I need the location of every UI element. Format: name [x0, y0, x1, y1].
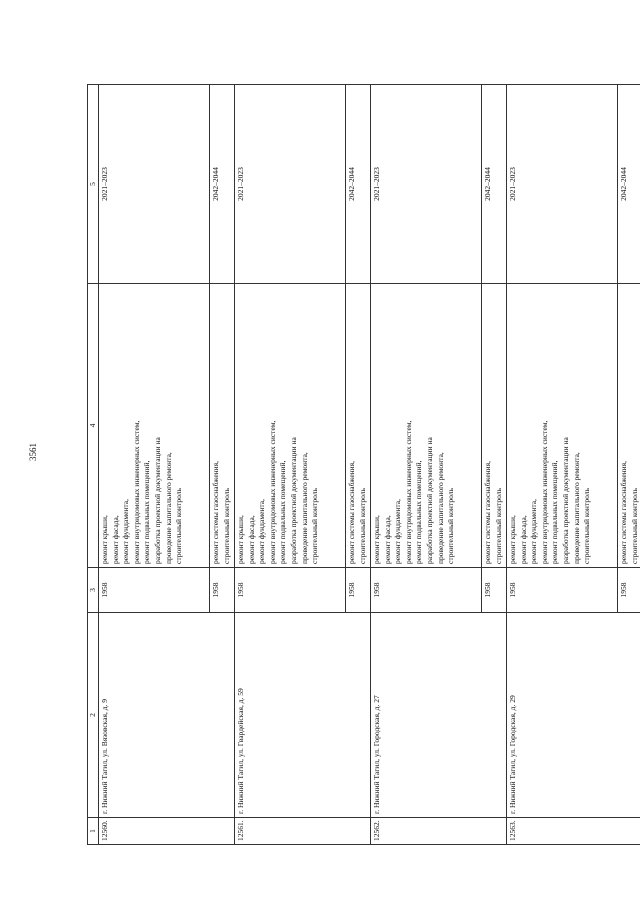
repair-period: 2042–2044	[210, 85, 235, 284]
table-row	[371, 85, 482, 845]
work-item: ремонт крыши,	[100, 515, 109, 564]
work-item: ремонт системы газоснабжения,	[347, 460, 356, 564]
work-list	[618, 284, 640, 568]
construction-year: 1958	[99, 568, 210, 613]
work-item: проведение капитального ремонта,	[163, 452, 173, 564]
work-item: строительный контроль	[446, 488, 456, 564]
work-item: ремонт фасада,	[110, 515, 120, 564]
construction-year: 1958	[618, 568, 640, 613]
work-list	[235, 284, 346, 568]
work-item: разработка проектной документации на	[288, 437, 298, 564]
work-list	[210, 284, 235, 568]
work-item: ремонт подвальных помещений,	[142, 460, 152, 564]
entry-number: 12560.	[99, 818, 235, 845]
work-item: проведение капитального ремонта,	[571, 452, 581, 564]
building-address: г. Нижний Тагил, ул. Городская, д. 29	[507, 613, 640, 818]
column-number: 3	[88, 568, 99, 613]
column-number: 2	[88, 613, 99, 818]
work-item: ремонт подвальных помещений,	[550, 460, 560, 564]
entry-number: 12562.	[371, 818, 507, 845]
column-number: 1	[88, 818, 99, 845]
work-item: строительный контроль	[629, 488, 639, 564]
repair-schedule-table	[87, 84, 640, 845]
work-item: проведение капитального ремонта,	[299, 452, 309, 564]
building-address: г. Нижний Тагил, ул. Вязовская, д. 9	[99, 613, 235, 818]
work-item: ремонт системы газоснабжения,	[619, 460, 628, 564]
construction-year: 1958	[346, 568, 371, 613]
work-item: строительный контроль	[221, 488, 231, 564]
repair-period: 2021–2023	[99, 85, 210, 284]
building-address: г. Нижний Тагил, ул. Городская, д. 27	[371, 613, 507, 818]
work-item: разработка проектной документации на	[152, 437, 162, 564]
work-item: ремонт системы газоснабжения,	[211, 460, 220, 564]
table-row	[99, 85, 210, 845]
table-row	[507, 85, 618, 845]
work-item: ремонт фундамента,	[529, 499, 539, 564]
repair-period: 2021–2023	[235, 85, 346, 284]
work-list	[371, 284, 482, 568]
building-address: г. Нижний Тагил, ул. Гвардейская, д. 59	[235, 613, 371, 818]
work-item: ремонт фасада,	[382, 515, 392, 564]
work-list	[482, 284, 507, 568]
work-item: строительный контроль	[357, 488, 367, 564]
work-item: ремонт внутридомовых инженерных систем,	[539, 420, 549, 564]
column-number-row	[88, 85, 99, 845]
work-item: ремонт внутридомовых инженерных систем,	[267, 420, 277, 564]
rotated-table-container	[87, 85, 639, 845]
work-item: ремонт фасада,	[518, 515, 528, 564]
page-number: 3561	[28, 443, 38, 461]
table-row	[235, 85, 346, 845]
work-item: разработка проектной документации на	[560, 437, 570, 564]
entry-number: 12561.	[235, 818, 371, 845]
work-list	[346, 284, 371, 568]
repair-period: 2021–2023	[507, 85, 618, 284]
work-item: проведение капитального ремонта,	[435, 452, 445, 564]
construction-year: 1958	[507, 568, 618, 613]
work-list	[99, 284, 210, 568]
repair-period: 2021–2023	[371, 85, 482, 284]
repair-period: 2042–2044	[482, 85, 507, 284]
work-item: ремонт фундамента,	[393, 499, 403, 564]
work-item: ремонт фасада,	[246, 515, 256, 564]
work-item: ремонт крыши,	[236, 515, 245, 564]
work-item: ремонт подвальных помещений,	[278, 460, 288, 564]
construction-year: 1958	[210, 568, 235, 613]
work-list	[507, 284, 618, 568]
work-item: ремонт фундамента,	[121, 499, 131, 564]
work-item: строительный контроль	[493, 488, 503, 564]
construction-year: 1958	[371, 568, 482, 613]
construction-year: 1958	[482, 568, 507, 613]
work-item: ремонт внутридомовых инженерных систем,	[131, 420, 141, 564]
work-item: строительный контроль	[582, 488, 592, 564]
repair-period: 2042–2044	[618, 85, 640, 284]
work-item: ремонт системы газоснабжения,	[483, 460, 492, 564]
column-number: 4	[88, 284, 99, 568]
work-item: строительный контроль	[310, 488, 320, 564]
column-number: 5	[88, 85, 99, 284]
repair-period: 2042–2044	[346, 85, 371, 284]
work-item: строительный контроль	[174, 488, 184, 564]
work-item: разработка проектной документации на	[424, 437, 434, 564]
construction-year: 1958	[235, 568, 346, 613]
work-item: ремонт подвальных помещений,	[414, 460, 424, 564]
entry-number: 12563.	[507, 818, 640, 845]
work-item: ремонт фундамента,	[257, 499, 267, 564]
work-item: ремонт крыши,	[508, 515, 517, 564]
work-item: ремонт внутридомовых инженерных систем,	[403, 420, 413, 564]
work-item: ремонт крыши,	[372, 515, 381, 564]
